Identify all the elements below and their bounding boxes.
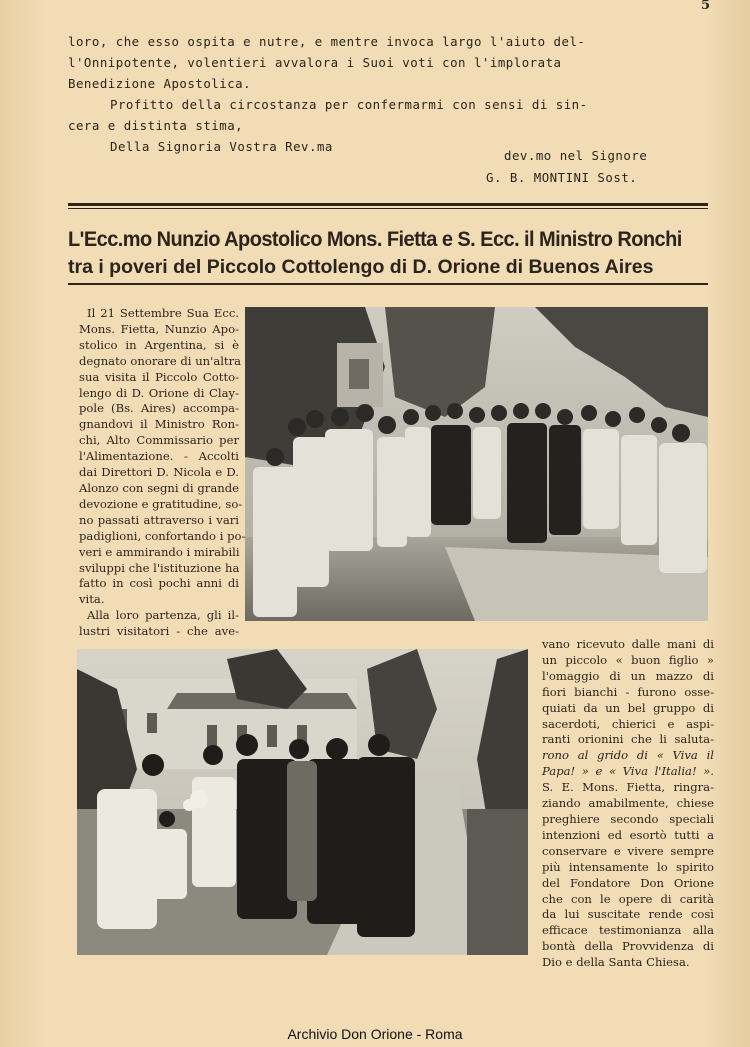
letter-signature: G. B. MONTINI Sost. [486, 170, 638, 185]
letter-body [68, 31, 708, 157]
group-photo-image [245, 307, 708, 621]
text-line: conservare e vivere sempre [542, 843, 714, 858]
text-line: sacerdoti, chierici e aspi- [542, 716, 714, 731]
headline-line-1: L'Ecc.mo Nunzio Apostolico Mons. Fietta e S. Ecc. il Ministro Ronchi [68, 227, 682, 251]
text-line: efficace testimonianza alla [542, 923, 714, 938]
text-line: ranti orionini che li saluta- [542, 732, 714, 747]
text-line: lengo di D. Orione di Clay- [79, 385, 239, 400]
text-line: padiglioni, confortando i po- [79, 528, 246, 543]
text-line: vita. [79, 592, 105, 607]
text-line: fiori bianchi - furono osse- [542, 684, 714, 699]
text-line: più intensamente lo spirito [542, 859, 714, 874]
text-line: ziando amabilmente, chiese [542, 796, 714, 811]
visit-photo-image [77, 649, 528, 955]
text-line: Dio e della Santa Chiesa. [542, 955, 690, 970]
text-line: degnato onorare di un'altra [79, 353, 242, 368]
divider-rule [68, 203, 708, 206]
text-line: l'omaggio di un mazzo di [542, 668, 714, 683]
text-line: intenzioni ed esortò tutti a [542, 827, 714, 842]
text-line: veri e ammirando i mirabili [79, 544, 240, 559]
group-photo [245, 307, 708, 621]
text-line: del Fondatore Don Orione [542, 875, 714, 890]
text-line: dai Direttori D. Nicola e D. [79, 465, 239, 480]
text-line: Mons. Fietta, Nunzio Apo- [79, 321, 239, 336]
letter-line: l'Onnipotente, volentieri avvalora i Suoi voti con l'implorata [68, 55, 562, 70]
text-line: chi, Alto Commissario per [79, 433, 239, 448]
text-line: lustri visitatori - che ave- [79, 624, 239, 639]
text-line: devozione e gratitudine, so- [79, 496, 243, 511]
text-line: Alla loro partenza, gli il- [87, 608, 239, 623]
letter-line: Profitto della circostanza per confermarmi con sensi di sin- [110, 97, 588, 112]
text-line: da lui suscitate rende così [542, 907, 714, 922]
text-line: vano ricevuto dalle mani di [542, 637, 714, 651]
archive-footer: Archivio Don Orione - Roma [287, 1026, 463, 1042]
text-line: sviluppi che l'istituzione ha [79, 560, 240, 575]
headline-line-2: tra i poveri del Piccolo Cottolengo di D. Orione di Buenos Aires [68, 256, 654, 278]
page-number: 5 [700, 0, 710, 13]
text-line: Papa! » e « Viva l'Italia! ». [542, 764, 714, 779]
text-line: stolico in Argentina, si è [79, 337, 239, 352]
text-line: Il 21 Settembre Sua Ecc. [87, 306, 239, 320]
text-line: no passati attraverso i vari [79, 512, 239, 527]
letter-line: cera e distinta stima, [68, 118, 244, 133]
text-line: sua visita il Piccolo Cotto- [79, 369, 239, 384]
divider-rule-thin [68, 208, 708, 209]
text-line: un piccolo « buon figlio » [542, 652, 714, 667]
text-line: quiati da un bel gruppo di [542, 700, 714, 715]
visit-photo [77, 649, 528, 955]
text-line: gnandovi il Ministro Ron- [79, 417, 239, 432]
right-column [542, 637, 714, 971]
letter-closing: dev.mo nel Signore [504, 148, 648, 163]
headline-underline [68, 283, 708, 285]
text-line: Alonzo con segni di grande [79, 480, 239, 495]
text-line: fatto in così pochi anni di [79, 576, 239, 591]
text-line: preghiere secondo speciali [542, 811, 714, 826]
letter-line: Della Signoria Vostra Rev.ma [110, 139, 333, 154]
text-line: che con le opere di carità [542, 891, 714, 906]
text-line: l'Alimentazione. - Accolti [79, 449, 239, 464]
text-line: S. E. Mons. Fietta, ringra- [542, 780, 714, 795]
letter-line: loro, che esso ospita e nutre, e mentre invoca largo l'aiuto del- [68, 34, 586, 49]
text-line: pole (Bs. Aires) accompa- [79, 401, 239, 416]
text-line: bontà della Provvidenza di [542, 939, 714, 954]
text-line: rono al grido di « Viva il [542, 748, 714, 763]
letter-line: Benedizione Apostolica. [68, 76, 252, 91]
left-column [79, 306, 246, 640]
